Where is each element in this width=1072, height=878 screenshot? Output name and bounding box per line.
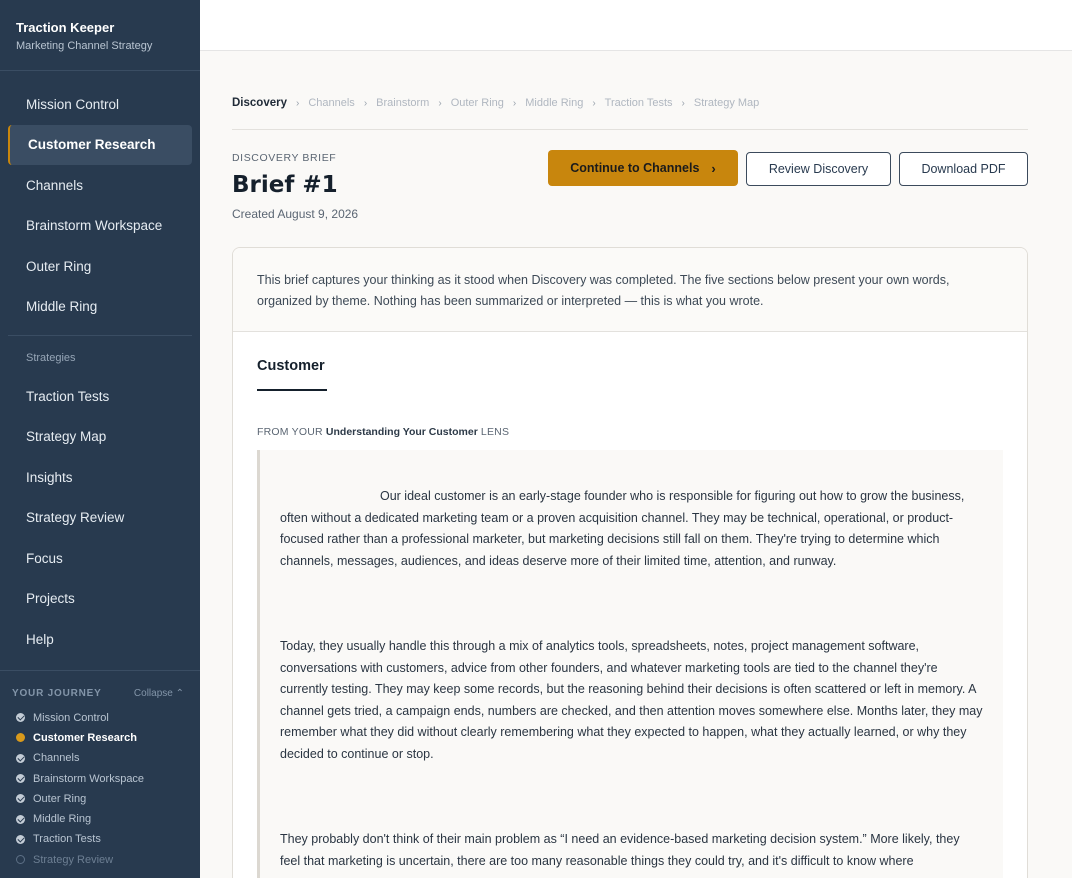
journey-item-label: Brainstorm Workspace — [33, 772, 145, 785]
journey-item-label: Customer Research — [33, 731, 137, 744]
check-circle-icon — [16, 754, 25, 763]
journey-item-traction-tests[interactable] — [0, 829, 200, 849]
check-circle-icon — [16, 774, 25, 783]
breadcrumb-traction-tests[interactable]: Traction Tests — [604, 97, 673, 109]
empty-circle-icon — [16, 855, 25, 864]
chevron-right-icon: › — [438, 97, 442, 109]
lens-suffix: LENS — [480, 426, 510, 438]
download-pdf-button[interactable]: Download PDF — [899, 152, 1028, 186]
breadcrumb-outer-ring[interactable]: Outer Ring — [450, 97, 504, 109]
check-circle-icon — [16, 835, 25, 844]
lens-prefix: FROM YOUR — [257, 426, 323, 438]
chevron-right-icon: › — [681, 97, 685, 109]
lens-label — [257, 426, 509, 438]
chevron-right-icon: › — [512, 97, 517, 109]
brief-card — [232, 247, 1028, 878]
journey-item-mission-control[interactable] — [0, 708, 200, 728]
nav-item-outer-ring[interactable]: Outer Ring — [26, 258, 92, 274]
nav-section-strategies: Strategies — [26, 352, 76, 364]
breadcrumb-strategy-map[interactable]: Strategy Map — [693, 97, 760, 109]
nav-divider — [8, 335, 192, 336]
nav-item-help[interactable]: Help — [26, 631, 54, 647]
journey-header — [0, 671, 200, 703]
review-discovery-button[interactable]: Review Discovery — [746, 152, 891, 186]
journey-item-customer-research[interactable] — [0, 728, 200, 748]
journey-item-label: Middle Ring — [33, 813, 92, 826]
nav-item-brainstorm-workspace[interactable]: Brainstorm Workspace — [26, 218, 163, 234]
journey-item-strategy-review[interactable] — [0, 850, 200, 870]
breadcrumb-middle-ring[interactable]: Middle Ring — [525, 97, 584, 109]
journey-item-middle-ring[interactable] — [0, 809, 200, 829]
journey-item-label: Mission Control — [33, 711, 109, 724]
current-step-icon — [16, 733, 25, 742]
nav-item-middle-ring[interactable]: Middle Ring — [26, 299, 98, 315]
chevron-right-icon: › — [363, 97, 368, 109]
brand-subtitle: Marketing Channel Strategy — [16, 40, 153, 52]
check-circle-icon — [16, 794, 25, 803]
breadcrumb-brainstorm[interactable]: Brainstorm — [376, 97, 430, 109]
tab-active-indicator — [257, 389, 327, 391]
journey-item-label: Traction Tests — [33, 833, 101, 846]
nav-item-traction-tests[interactable]: Traction Tests — [26, 388, 110, 404]
journey-item-channels[interactable] — [0, 748, 200, 768]
quote-paragraph — [280, 486, 983, 572]
continue-button-label: Continue to Channels — [570, 161, 700, 175]
breadcrumb-channels[interactable]: Channels — [308, 97, 355, 109]
brand-title: Traction Keeper — [16, 20, 115, 35]
breadcrumb-discovery[interactable]: Discovery — [232, 97, 287, 109]
nav-item-mission-control[interactable]: Mission Control — [26, 96, 120, 112]
nav-item-strategy-review[interactable]: Strategy Review — [26, 510, 125, 526]
nav-item-projects[interactable]: Projects — [26, 591, 75, 607]
journey-title: YOUR JOURNEY — [12, 687, 102, 699]
quote-paragraph: Today, they usually handle this through a mix of analytics tools, spreadsheets, notes, project management software, conversations with customers, advice from other founders, and whatever marketing tools are tied to the channel they're currently testing. They may keep some records, but the reasoning behind their decisions is often scattered or left in memory. A channel gets tried, a campaign ends, numbers are checked, and then attention moves somewhere else. Months later, they may remember what they did without clearly remembering what they expected to happen, what they actually learned, or why they decided to continue or stop. — [280, 639, 983, 761]
journey-item-label: Outer Ring — [33, 792, 87, 805]
main-nav — [0, 71, 200, 660]
journey-collapse-button[interactable] — [134, 688, 184, 699]
journey-item-label: Channels — [33, 752, 80, 765]
chevron-right-icon: › — [711, 160, 716, 176]
journey-list — [0, 703, 200, 870]
created-date: Created August 9, 2026 — [232, 207, 359, 221]
check-circle-icon — [16, 713, 25, 722]
continue-to-channels-button[interactable] — [548, 150, 738, 186]
brand[interactable] — [0, 0, 200, 71]
journey-item-brainstorm-workspace[interactable] — [0, 768, 200, 788]
brief-eyebrow: DISCOVERY BRIEF — [232, 152, 337, 164]
nav-item-insights[interactable]: Insights — [26, 469, 73, 485]
sidebar — [0, 0, 200, 878]
chevron-right-icon: › — [295, 97, 300, 109]
chevron-up-icon: ⌃ — [175, 687, 184, 699]
journey-item-outer-ring[interactable] — [0, 789, 200, 809]
lens-name: Understanding Your Customer — [325, 426, 478, 438]
breadcrumb-divider — [232, 129, 1028, 130]
journey-item-label: Strategy Review — [33, 853, 114, 866]
tab-customer[interactable]: Customer — [257, 358, 325, 374]
nav-item-customer-research[interactable]: Customer Research — [8, 125, 192, 166]
journey-collapse-label: Collapse — [133, 687, 173, 699]
nav-item-focus[interactable]: Focus — [26, 550, 63, 566]
breadcrumb — [232, 97, 759, 109]
quote-paragraph-text: Our ideal customer is an early-stage founder who is responsible for figuring out how to grow the business, often without a dedicated marketing team or a proven acquisition channel. They may be technical, operational, or product-focused rather than a professional marketer, but marketing decisions still fall on them. They're trying to determine which channels, messages, audiences, and ideas deserve more of their limited time, attention, and runway. — [280, 489, 965, 568]
customer-quote — [257, 450, 1003, 878]
top-bar — [200, 0, 1072, 51]
page-title: Brief #1 — [232, 172, 338, 198]
check-circle-icon — [16, 815, 25, 824]
nav-item-channels[interactable]: Channels — [26, 177, 84, 193]
quote-paragraph: They probably don't think of their main problem as “I need an evidence-based marketing decision system.” More likely, they feel that marketing is uncertain, there are too many reasonable things they could try, and it's difficult to know where — [280, 832, 960, 868]
brief-intro: This brief captures your thinking as it stood when Discovery was completed. The five sections below present your own words, organized by theme. Nothing has been summarized or interpreted — this is what you wrote. — [233, 248, 1027, 332]
chevron-right-icon: › — [592, 97, 596, 109]
nav-item-strategy-map[interactable]: Strategy Map — [26, 429, 107, 445]
